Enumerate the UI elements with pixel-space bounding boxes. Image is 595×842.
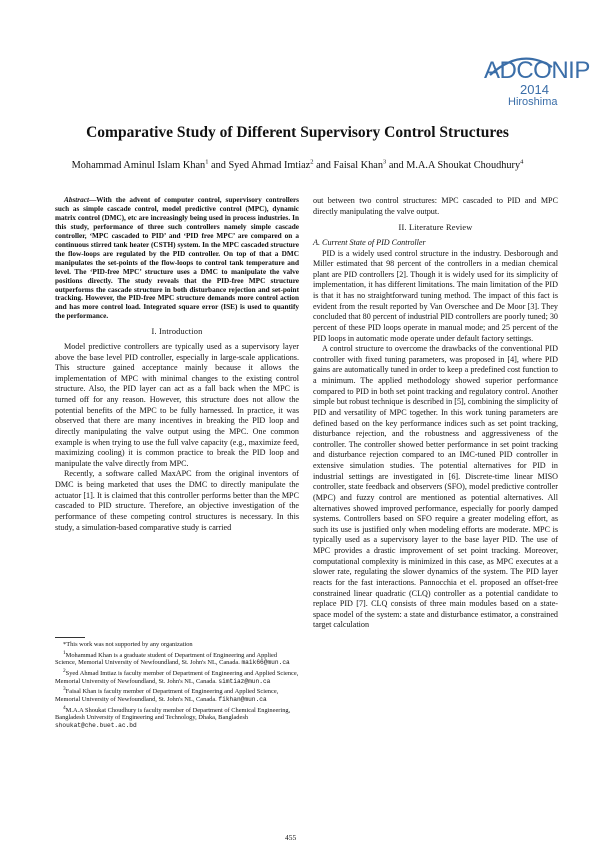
literature-paragraph: A control structure to overcome the drawbacks of the conventional PID controller with fixed tuning parameters, was proposed in [4], where PID gains are automatically tuned in order to keep a predefined cost function to a minimum. The applied methodology showed superior performance compared to PID in both set point tracking and regulatory control. Another simple but robust technique is described in [5], combining the simplicity of PID and versatility of MPC together. In this work tuning parameters are defined based on the key performance indices such as set point tracking, disturbance rejection, and the robustness and aggressiveness of the controller. The controller showed better performance in set point tracking and disturbance rejection compared to an IMC-tuned PID controller in extensive simulation studies. The potential alternatives for PID in industrial settings are investigated in [6]. Discrete-time linear MISO controller, state feedback and observers (SFO), model predictive controller (MPC) and fuzzy control are mentioned as potential alternatives. All alternatives showed improved performance, especially for poorly damped systems. Controllers based on SFO require a greater modeling effort, as such its use is justified only when modeling efforts are moderate. MPC is typically used as a supervisory layer to the base layer PID. The use of MPC provides a drastic improvement of set point tracking. Moreover, computational complexity is minimized in this case, as MPC executes at a slower rate, regulating the slower dynamics of the system. The PID layer reacts for the fast interactions. Pannocchia et el. proposed an offset-free constrained linear quadratic (CLQ) controller as a potential candidate to replace PID [7]. CLQ consists of three main modules based on a state-space model of the system: a state and disturbance estimator, a constrained target calculation [313, 344, 558, 630]
footnotes [55, 637, 299, 730]
author-name: Syed Ahmad Imtiaz [228, 160, 311, 171]
left-column [55, 196, 299, 533]
author-list [30, 160, 565, 172]
literature-paragraph: PID is a widely used control structure in the industry. Desborough and Miller estimated that 98 percent of the controllers in a median chemical plant are PID controllers [2]. Though it is widely used for its simplicity of implementation, it has different limitations. The main limitation of the PID is that it has no straightforward tuning method. The impact of this fact is evident from the result reported by Van Overschee and De Moor [3]. They concluded that 80 percent of industrial PID controllers are poorly tuned; 30 percent of these PID loops operate in manual mode; and 25 percent of the PID loops in automatic mode operate under default factory settings. [313, 248, 558, 343]
footnote-item: $^2$Syed Ahmad Imtiaz is faculty member of Department of Engineering and Applied Science, Memorial University of Newfoundland, St. John's NL, Canada. simtiaz@mun.ca [55, 667, 299, 685]
author-mark: 3 [383, 158, 387, 166]
author-name: M.A.A Shoukat Choudhury [406, 160, 521, 171]
author-mark: 1 [205, 158, 209, 166]
author-name: Faisal Khan [333, 160, 383, 171]
footnote-rule [55, 637, 85, 638]
intro-paragraph: Recently, a software called MaxAPC from the original inventors of DMC is being marketed that uses the DMC to directly manipulate the actuator [1]. It is claimed that this controller performs better than the MPC cascaded to PID structure. Therefore, an objective investigation of the performance of these competing control structures is necessary. In this study, a simulation-based comparative study is carried [55, 469, 299, 532]
author-separator: and [386, 160, 407, 171]
footnote-item: $^3$Faisal Khan is faculty member of Department of Engineering and Applied Science, Memorial University of Newfoundland, St. John's NL, Canada. fikhan@mun.ca [55, 686, 279, 703]
page-number: 455 [285, 833, 297, 842]
author-name: Mohammad Aminul Islam Khan [71, 160, 206, 171]
abstract-label: Abstract [64, 196, 89, 204]
section-heading-introduction: I. Introduction [151, 327, 203, 337]
paper-title: Comparative Study of Different Supervisory Control Structures [86, 124, 509, 141]
conference-logo [484, 53, 590, 113]
author-separator: and [313, 160, 334, 171]
author-mark: 2 [310, 158, 314, 166]
right-column [313, 196, 558, 631]
author-mark: 4 [520, 158, 524, 166]
email-link[interactable]: maik66@mun.ca [241, 659, 290, 667]
logo-year: 2014 [520, 82, 549, 97]
section-heading-literature-review: II. Literature Review [398, 223, 473, 233]
abstract [55, 196, 299, 321]
email-link[interactable]: shoukat@che.buet.ac.bd [55, 721, 137, 729]
email-link[interactable]: simtiaz@mun.ca [218, 677, 271, 685]
logo-text: ADCONIP [484, 57, 590, 84]
footnote-item: $^4$M.A.A Shoukat Choudhury is faculty member of Department of Chemical Engineering, Bangladesh University of Engineering and Technology, Dhaka, Bangladesh shoukat@che.buet.ac.bd [55, 704, 291, 729]
footnote-item: $^1$Mohammad Khan is a graduate student of Department of Engineering and Applied Science, Memorial University of Newfoundland, St. John's NL, Canada. maik66@mun.ca [55, 649, 290, 667]
abstract-text: —With the advent of computer control, supervisory controllers such as simple cascade control, model predictive control (MPC), dynamic matrix control (DMC), etc are increasingly being used in process industries. In this study, performance of three such controllers namely simple cascade controller, ‘MPC cascaded to PID’ and ‘PID free MPC’ are compared on a continuous stirred tank heater (CSTH) system. In the MPC cascaded structure the flow-loops are regulated by the PID controller. On top of that a DMC manipulates the set-points of the flow-loops to control tank temperature and level. The ‘PID-free MPC’ structure uses a DMC to manipulate the valve positions directly. The study reveals that the PID-free MPC structure outperforms the cascade structure in both disturbance rejection and set-point tracking. However, the PID-free MPC structure demands more control action and has more control load. Integrated square error (ISE) is used to quantify the performance. [55, 196, 299, 321]
author-separator: and [208, 160, 229, 171]
intro-continuation: out between two control structures: MPC cascaded to PID and MPC directly manipulating the valve output. [313, 196, 558, 216]
email-link[interactable]: fikhan@mun.ca [218, 695, 267, 703]
footnote-support: *This work was not supported by any organization [63, 641, 193, 648]
logo-city: Hiroshima [508, 96, 558, 108]
subsection-heading: A. Current State of PID Controller [313, 237, 426, 247]
intro-paragraph: Model predictive controllers are typically used as a supervisory layer above the base level PID controller, especially in large-scale applications. This structure gained acceptance mainly because it allows the implementation of MPC with minimal changes to the existing control structure. Also, the PID layer can act as a fall back when the MPC is turned off for any reason. However, this structure does not allow the potential benefits of the MPC to be fully harnessed. In practice, it was observed that there are many incentives in breaking the PID loop and directly manipulating the valve output using the MPC. One common example is when trying to use the full valve capacity (e.g., maximize feed, maximizing cooling) it is common practice to break the PID loop and manipulate the valve directly from MPC. [55, 341, 299, 468]
